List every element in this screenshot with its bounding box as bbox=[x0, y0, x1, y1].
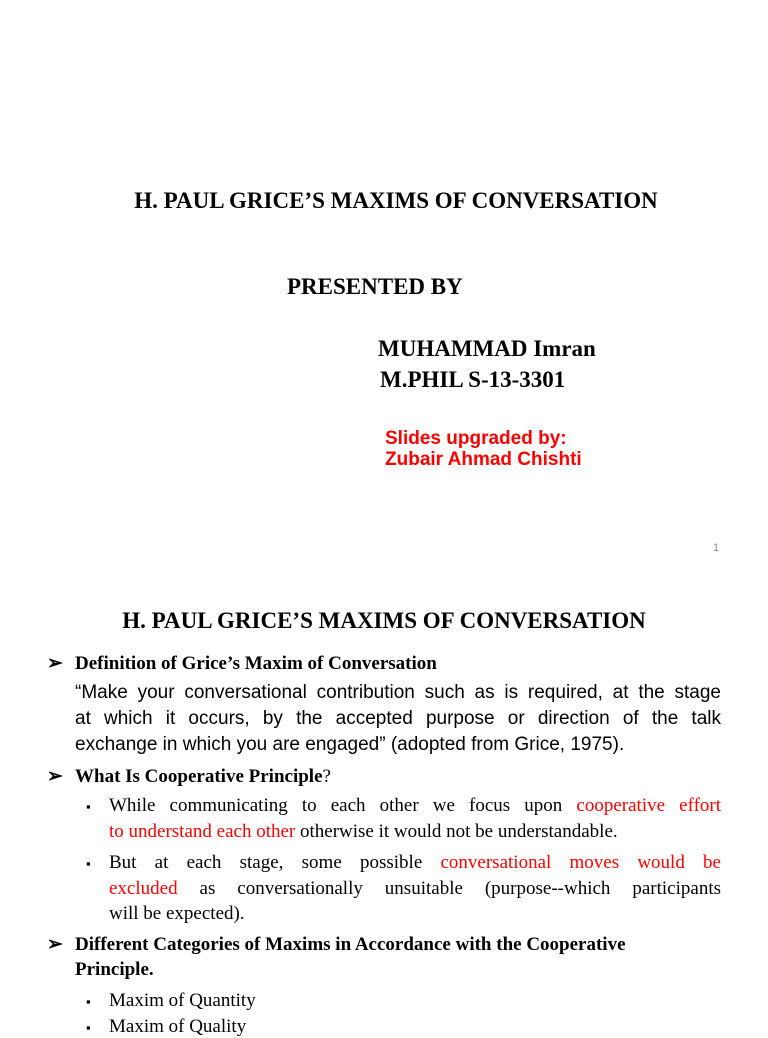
slides-upgraded-by-name: Zubair Ahmad Chishti bbox=[385, 449, 582, 470]
slides-upgraded-by-label: Slides upgraded by: bbox=[385, 428, 567, 449]
presented-by-label: PRESENTED BY bbox=[287, 274, 463, 299]
cooperative-heading-suffix: ? bbox=[322, 766, 331, 787]
maxim-item: Maxim of Quantity bbox=[109, 990, 256, 1011]
categories-heading-text: Different Categories of Maxims in Accordance with the Cooperative bbox=[75, 934, 626, 955]
maxim-item: Maxim of Quality bbox=[109, 1016, 247, 1037]
highlighted-text: to understand each other bbox=[109, 821, 296, 842]
bullet1-line1: While communicating to each other we focus upon cooperative effort bbox=[109, 795, 721, 816]
arrow-bullet-icon: ➢ bbox=[47, 934, 63, 955]
highlighted-text: excluded bbox=[109, 878, 178, 899]
highlighted-text: conversational moves would be bbox=[440, 852, 721, 873]
cooperative-heading-text: What Is Cooperative Principle bbox=[75, 766, 323, 787]
bullet2-line3: will be expected). bbox=[109, 903, 245, 924]
categories-heading-continuation: Principle. bbox=[75, 959, 154, 980]
cooperative-heading bbox=[47, 765, 331, 788]
definition-heading-text: Definition of Grice’s Maxim of Conversation bbox=[75, 653, 437, 674]
square-bullet-icon: ▪ bbox=[86, 856, 91, 871]
slide1-title: H. PAUL GRICE’S MAXIMS OF CONVERSATION bbox=[134, 188, 658, 213]
bullet2-line1: But at each stage, some possible conversational moves would be bbox=[109, 852, 721, 873]
bullet2-line2: excluded as conversationally unsuitable (purpose--which participants bbox=[109, 878, 721, 899]
categories-heading bbox=[47, 933, 626, 956]
square-bullet-icon: ▪ bbox=[86, 994, 91, 1009]
square-bullet-icon: ▪ bbox=[86, 1020, 91, 1035]
presenter-name: MUHAMMAD Imran bbox=[378, 336, 596, 361]
arrow-bullet-icon: ➢ bbox=[47, 766, 63, 787]
highlighted-text: cooperative effort bbox=[576, 795, 721, 816]
quote-line: “Make your conversational contribution such as is required, at the stage bbox=[75, 682, 721, 703]
arrow-bullet-icon: ➢ bbox=[47, 653, 63, 674]
page-number: 1 bbox=[713, 542, 720, 554]
slide2-title: H. PAUL GRICE’S MAXIMS OF CONVERSATION bbox=[122, 608, 646, 633]
bullet1-line2: to understand each other otherwise it would not be understandable. bbox=[109, 821, 618, 842]
square-bullet-icon: ▪ bbox=[86, 799, 91, 814]
quote-line: at which it occurs, by the accepted purpose or direction of the talk bbox=[75, 708, 721, 729]
quote-line: exchange in which you are engaged” (adopted from Grice, 1975). bbox=[75, 734, 625, 755]
presenter-registration: M.PHIL S-13-3301 bbox=[380, 367, 566, 392]
definition-heading bbox=[47, 652, 437, 675]
